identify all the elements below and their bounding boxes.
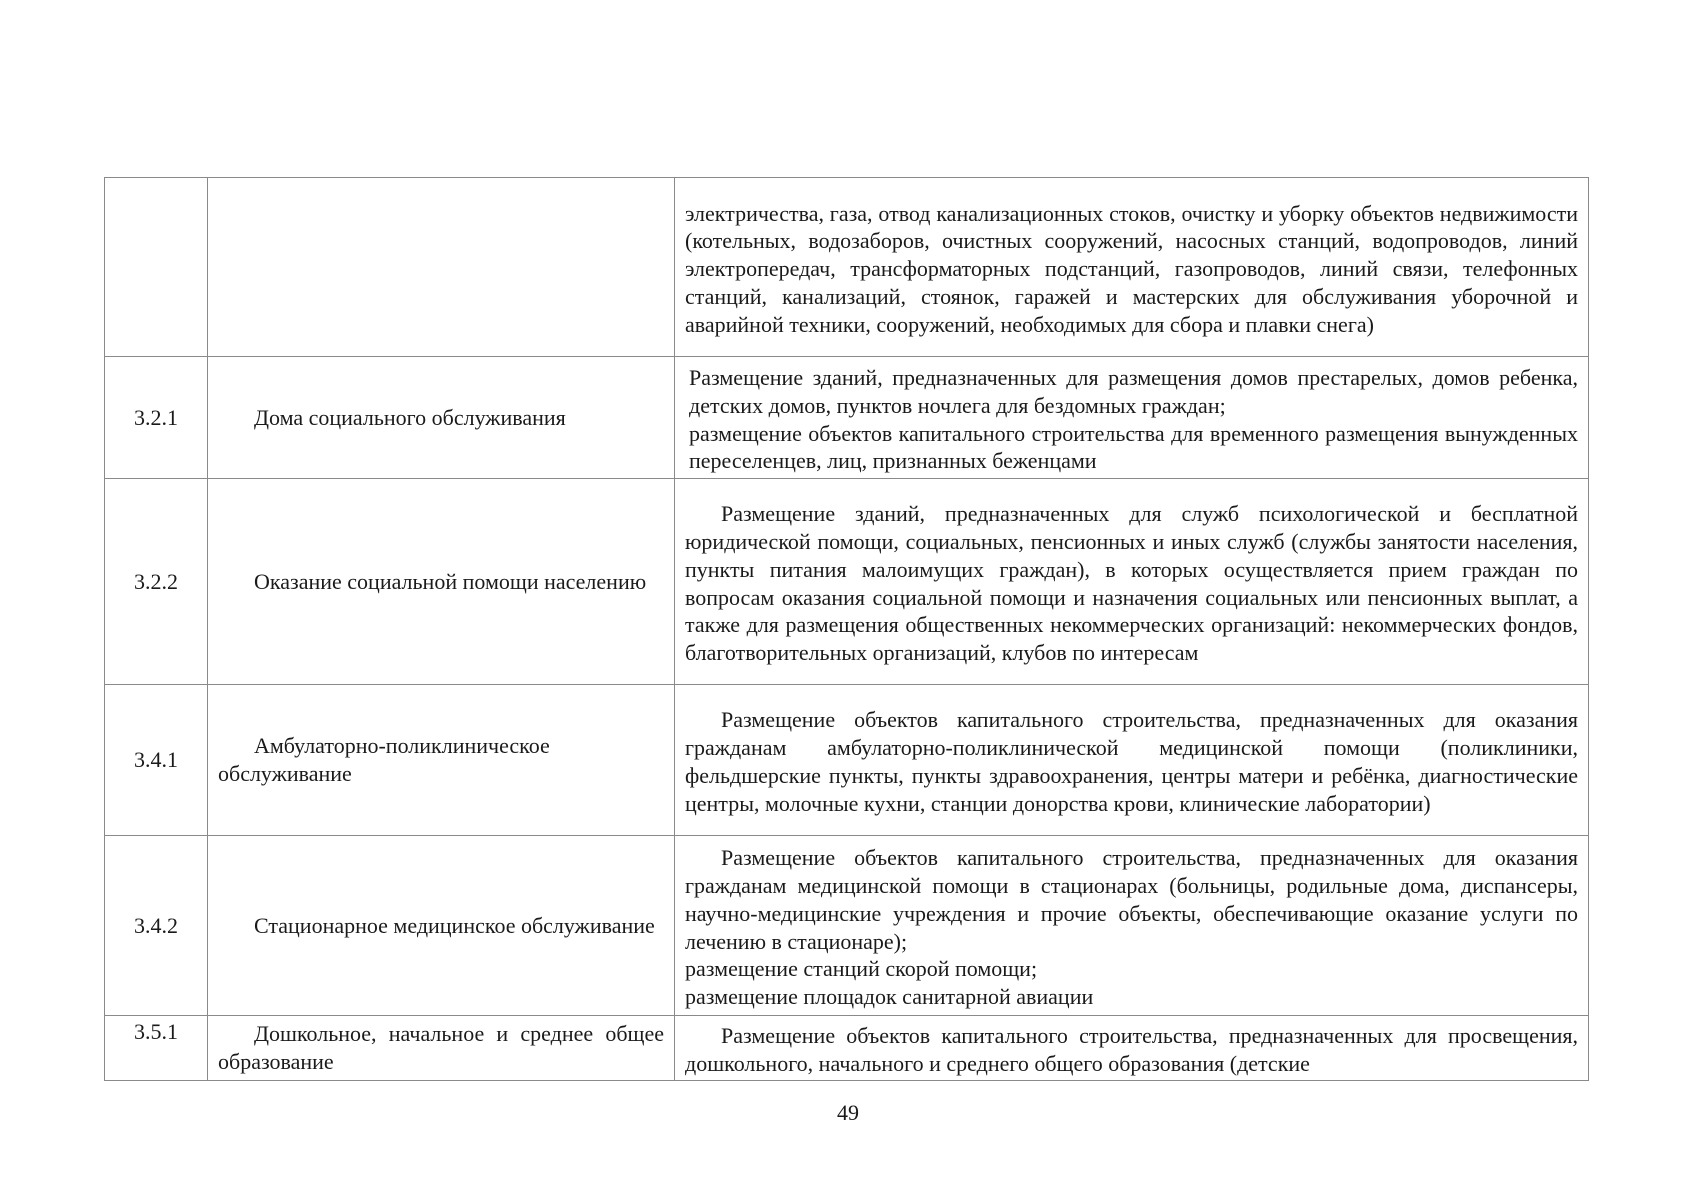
- row-code: 3.4.1: [105, 685, 208, 836]
- description-paragraph: размещение объектов капитального строительства для временного размещения вынужденных переселенцев, лиц, признанных беженцами: [689, 420, 1578, 474]
- description-paragraph: электричества, газа, отвод канализационных стоков, очистку и уборку объектов недвижимости (котельных, водозаборов, очистных сооружений, насосных станций, водопроводов, линий электропередач, трансформаторных подстанций, газопроводов, линий связи, телефонных станций, канализаций, стоянок, гаражей и мастерских для обслуживания уборочной и аварийной техники, сооружений, необходимых для сбора и плавки снега): [685, 200, 1578, 337]
- row-description: [675, 178, 1589, 357]
- table-row: [105, 685, 1589, 836]
- table-row: [105, 178, 1589, 357]
- row-code: [105, 178, 208, 357]
- row-code: 3.4.2: [105, 836, 208, 1016]
- row-description: [675, 357, 1589, 479]
- description-paragraph: размещение площадок санитарной авиации: [685, 984, 1094, 1010]
- description-paragraph: Размещение объектов капитального строительства, предназначенных для оказания гражданам медицинской помощи в стационарах (больницы, родильные дома, диспансеры, научно-медицинские учреждения и прочие объекты, обеспечивающие оказание услуги по лечению в стационаре);: [685, 845, 1578, 954]
- description-paragraph: Размещение зданий, предназначенных для размещения домов престарелых, домов ребенка, детских домов, пунктов ночлега для бездомных граждан;: [689, 364, 1578, 418]
- page-number: 49: [837, 1100, 859, 1125]
- row-description: [675, 685, 1589, 836]
- row-name: Дошкольное, начальное и среднее общее образование: [208, 1016, 675, 1081]
- row-description: [675, 1016, 1589, 1081]
- description-paragraph: Размещение объектов капитального строительства, предназначенных для оказания гражданам амбулаторно-поликлинической медицинской помощи (поликлиники, фельдшерские пункты, пункты здравоохранения, центры матери и ребёнка, диагностические центры, молочные кухни, станции донорства крови, клинические лаборатории): [685, 707, 1578, 816]
- row-code: 3.5.1: [105, 1016, 208, 1081]
- table-row: [105, 357, 1589, 479]
- description-paragraph: размещение станций скорой помощи;: [685, 956, 1038, 982]
- table-row: [105, 836, 1589, 1016]
- description-paragraph: Размещение объектов капитального строительства, предназначенных для просвещения, дошкольного, начального и среднего общего образования (детские: [685, 1023, 1578, 1076]
- table-row: [105, 479, 1589, 685]
- row-code: 3.2.1: [105, 357, 208, 479]
- row-name: Дома социального обслуживания: [208, 357, 675, 479]
- row-description: [675, 479, 1589, 685]
- row-name: [208, 178, 675, 357]
- row-name: Стационарное медицинское обслуживание: [208, 836, 675, 1016]
- description-paragraph: Размещение зданий, предназначенных для служб психологической и бесплатной юридической помощи, социальных, пенсионных и иных служб (службы занятости населения, пункты питания малоимущих граждан), в которых осуществляется прием граждан по вопросам оказания социальной помощи и назначения социальных или пенсионных выплат, а также для размещения общественных некоммерческих организаций: некоммерческих фондов, благотворительных организаций, клубов по интересам: [685, 501, 1578, 666]
- row-name: Амбулаторно-поликлиническое обслуживание: [208, 685, 675, 836]
- land-use-table: [104, 177, 1589, 1081]
- row-name: Оказание социальной помощи населению: [208, 479, 675, 685]
- row-description: [675, 836, 1589, 1016]
- row-code: 3.2.2: [105, 479, 208, 685]
- table-row: [105, 1016, 1589, 1081]
